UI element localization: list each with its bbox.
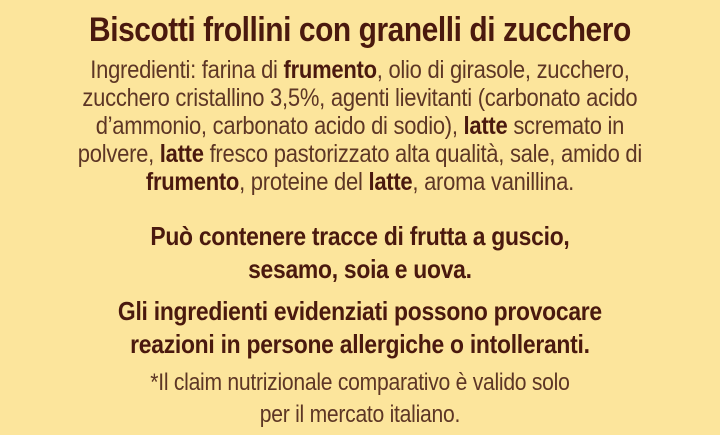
text-segment: zucchero cristallino 3,5%, agenti lievitanti (carbonato acido [82, 84, 638, 112]
footnote [0, 367, 720, 431]
text-segment: reazioni in persone allergiche o intolleranti. [130, 329, 590, 359]
text-segment: Gli ingredienti evidenziati possono provocare [117, 296, 602, 326]
footnote-line [0, 399, 720, 431]
allergen-warning [0, 295, 720, 361]
ingredients-line [0, 168, 720, 196]
allergen-emphasis: latte [159, 140, 204, 168]
ingredients-line [0, 56, 720, 84]
allergen-warning-line [0, 328, 720, 361]
allergen-emphasis: latte [368, 168, 413, 196]
text-segment: polvere, [77, 140, 160, 168]
allergen-warning-line [0, 295, 720, 328]
allergen-emphasis: frumento [145, 168, 240, 196]
allergen-advice [0, 220, 720, 286]
text-segment: per il mercato italiano. [259, 401, 461, 428]
text-segment: , aroma vanillina. [412, 168, 574, 196]
footnote-line [0, 367, 720, 399]
text-segment: scremato in [507, 112, 625, 140]
ingredients-paragraph [0, 56, 720, 196]
text-segment: sesamo, soia e uova. [248, 254, 472, 284]
text-segment: fresco pastorizzato alta qualità, sale, amido di [203, 140, 643, 168]
allergen-emphasis: frumento [283, 56, 377, 84]
allergen-emphasis: latte [463, 112, 508, 140]
allergen-advice-line [0, 253, 720, 286]
label-sheet [0, 9, 720, 431]
ingredients-line [0, 112, 720, 140]
text-segment: d’ammonio, carbonato acido di sodio), [95, 112, 464, 140]
text-segment: , proteine del [239, 168, 369, 196]
ingredients-line [0, 84, 720, 112]
ingredients-line [0, 140, 720, 168]
text-segment: , olio di girasole, zucchero, [376, 56, 630, 84]
product-title: Biscotti frollini con granelli di zucchero [89, 11, 631, 49]
text-segment: Ingredienti: farina di [90, 56, 284, 84]
text-segment: *Il claim nutrizionale comparativo è valido solo [150, 369, 570, 396]
text-segment: Può contenere tracce di frutta a guscio, [150, 221, 570, 251]
allergen-advice-line [0, 220, 720, 253]
